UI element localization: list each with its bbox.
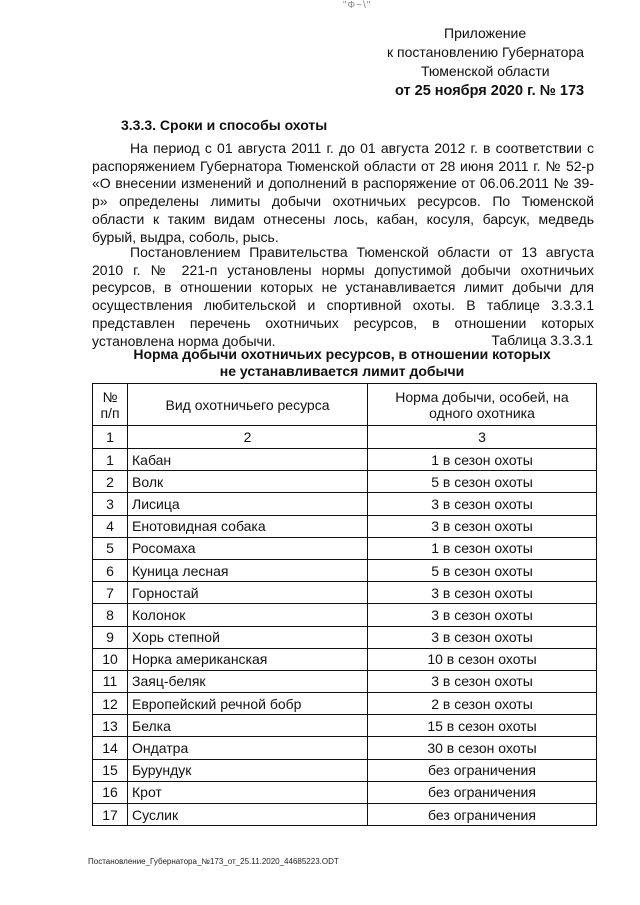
row-number: 6 — [93, 559, 128, 581]
species-name: Лисица — [128, 493, 368, 515]
table-title — [92, 346, 592, 380]
species-name: Кабан — [128, 449, 368, 471]
hunting-norm: без ограничения — [368, 759, 597, 781]
species-name: Бурундук — [128, 759, 368, 781]
species-name: Волк — [128, 471, 368, 493]
appendix-header — [360, 24, 590, 101]
hunting-norms-table — [92, 383, 597, 826]
hunting-norm: 10 в сезон охоты — [368, 648, 597, 670]
row-number: 15 — [93, 759, 128, 781]
table-row — [93, 559, 597, 581]
hunting-norm: 1 в сезон охоты — [368, 537, 597, 559]
table-row — [93, 670, 597, 692]
table-title-line-2: не устанавливается лимит добычи — [219, 363, 465, 379]
table-row — [93, 471, 597, 493]
row-number: 16 — [93, 781, 128, 803]
hunting-norm: 3 в сезон охоты — [368, 604, 597, 626]
column-number: 3 — [368, 426, 597, 449]
section-title: 3.3.3. Сроки и способы охоты — [121, 117, 328, 133]
row-number: 12 — [93, 693, 128, 715]
row-number: 1 — [93, 449, 128, 471]
row-number: 10 — [93, 648, 128, 670]
appendix-line-1: Приложение — [444, 25, 527, 41]
appendix-line-2: к постановлению Губернатора — [387, 44, 585, 60]
table-row — [93, 582, 597, 604]
table-row — [93, 737, 597, 759]
table-row — [93, 648, 597, 670]
species-name: Горностай — [128, 582, 368, 604]
hunting-norm: без ограничения — [368, 781, 597, 803]
paragraph-norms: Постановлением Правительства Тюменской области от 13 августа 2010 г. № 221-п установлены нормы допустимой добычи охотничьих ресурсов, в отношении которых не устанавливается лимит добычи для осуществления любительской и спортивной охоты. В таблице 3.3.3.1 представлен перечень охотничьих ресурсов, в отношении которых установлена норма добычи. — [92, 244, 594, 349]
column-number: 2 — [128, 426, 368, 449]
hunting-norm: 5 в сезон охоты — [368, 559, 597, 581]
row-number: 11 — [93, 670, 128, 692]
header-number: № п/п — [93, 384, 128, 426]
hunting-norm: 3 в сезон охоты — [368, 670, 597, 692]
header-norm: Норма добычи, особей, на одного охотника — [368, 384, 597, 426]
hunting-norm: 3 в сезон охоты — [368, 582, 597, 604]
row-number: 9 — [93, 626, 128, 648]
row-number: 8 — [93, 604, 128, 626]
hunting-norm: 1 в сезон охоты — [368, 449, 597, 471]
species-name: Европейский речной бобр — [128, 693, 368, 715]
header-species: Вид охотничьего ресурса — [128, 384, 368, 426]
file-footer: Постановление_Губернатора_№173_от_25.11.2020_44685223.ODT — [88, 857, 339, 866]
hunting-norm: 15 в сезон охоты — [368, 715, 597, 737]
appendix-date-number: от 25 ноября 2020 г. № 173 — [395, 83, 585, 99]
table-row — [93, 626, 597, 648]
row-number: 13 — [93, 715, 128, 737]
scan-artifact: "Ф~\" — [343, 0, 372, 11]
hunting-norm: 3 в сезон охоты — [368, 626, 597, 648]
hunting-norm: 2 в сезон охоты — [368, 693, 597, 715]
table-row — [93, 759, 597, 781]
species-name: Суслик — [128, 804, 368, 826]
row-number: 4 — [93, 515, 128, 537]
table-title-line-1: Норма добычи охотничьих ресурсов, в отношении которых — [133, 346, 551, 362]
species-name: Хорь степной — [128, 626, 368, 648]
table-header-row — [93, 384, 597, 426]
species-name: Колонок — [128, 604, 368, 626]
hunting-norm: без ограничения — [368, 804, 597, 826]
appendix-line-3: Тюменской области — [421, 63, 550, 79]
row-number: 7 — [93, 582, 128, 604]
row-number: 2 — [93, 471, 128, 493]
paragraph-limits: На период с 01 августа 2011 г. до 01 августа 2012 г. в соответствии с распоряжением Губернатора Тюменской области от 28 июня 2011 г. № 52-р «О внесении изменений и дополнений в распоряжение от 06.06.2011 № 39-р» определены лимиты добычи охотничьих ресурсов. По Тюменской области к таким видам отнесены лось, кабан, косуля, барсук, медведь бурый, выдра, соболь, рысь. — [92, 140, 594, 245]
column-number-row — [93, 426, 597, 449]
table-row — [93, 781, 597, 803]
species-name: Куница лесная — [128, 559, 368, 581]
table-row — [93, 449, 597, 471]
species-name: Белка — [128, 715, 368, 737]
table-row — [93, 515, 597, 537]
hunting-norm: 3 в сезон охоты — [368, 515, 597, 537]
species-name: Заяц-беляк — [128, 670, 368, 692]
species-name: Норка американская — [128, 648, 368, 670]
hunting-norm: 30 в сезон охоты — [368, 737, 597, 759]
row-number: 14 — [93, 737, 128, 759]
table-row — [93, 715, 597, 737]
table-row — [93, 693, 597, 715]
row-number: 17 — [93, 804, 128, 826]
row-number: 3 — [93, 493, 128, 515]
species-name: Крот — [128, 781, 368, 803]
species-name: Енотовидная собака — [128, 515, 368, 537]
table-label: Таблица 3.3.3.1 — [491, 332, 593, 348]
table-row — [93, 537, 597, 559]
column-number: 1 — [93, 426, 128, 449]
species-name: Росомаха — [128, 537, 368, 559]
hunting-norm: 3 в сезон охоты — [368, 493, 597, 515]
row-number: 5 — [93, 537, 128, 559]
table-row — [93, 804, 597, 826]
table-row — [93, 604, 597, 626]
hunting-norm: 5 в сезон охоты — [368, 471, 597, 493]
species-name: Ондатра — [128, 737, 368, 759]
table-row — [93, 493, 597, 515]
